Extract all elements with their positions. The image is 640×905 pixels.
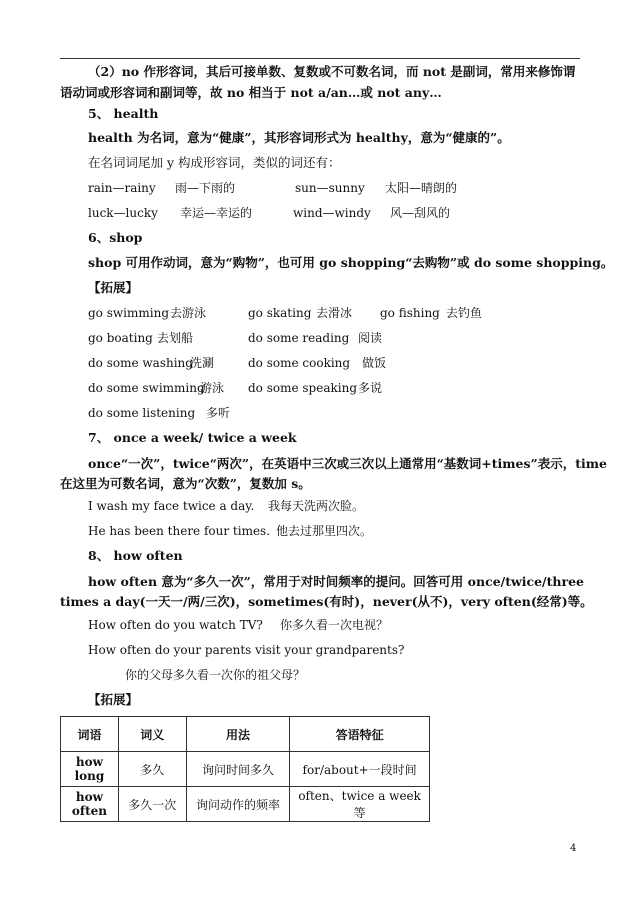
table-cell: for/about+一段时间 [290, 752, 430, 787]
paragraph-health: health 为名词，意为“健康”，其形容词形式为 healthy，意为“健康的”。 [88, 130, 510, 145]
table-cell: 多久一次 [118, 787, 186, 822]
paragraph-how-often-line2: times a day(一天一/两/三次)，sometimes(有时)，never(从不)，very often(经常)等。 [60, 594, 593, 609]
activity-en: do some reading [248, 331, 350, 345]
activity-zh: 去钓鱼 [446, 306, 483, 320]
example-en: How often do you watch TV? [88, 618, 263, 632]
example-zh: 我每天洗两次脸。 [268, 499, 365, 513]
table-cell: 询问时间多久 [186, 752, 290, 787]
vocab-zh: 雨—下雨的 [175, 181, 236, 195]
vocab-en: luck—lucky [88, 206, 158, 220]
activity-en: do some washing [88, 356, 193, 370]
example-zh: 你多久看一次电视？ [280, 618, 389, 632]
activity-zh: 去划船 [157, 331, 194, 345]
activity-en: go skating [248, 306, 312, 320]
activity-en: do some listening [88, 406, 196, 420]
activity-en: go swimming [88, 306, 169, 320]
header-rule [60, 58, 580, 59]
table-row [61, 752, 430, 787]
section-heading-how-often: 8、 how often [88, 548, 183, 563]
paragraph-once-twice-line1: once“一次”，twice“两次”，在英语中三次或三次以上通常用“基数词+times”表示，time [88, 456, 607, 471]
activity-zh: 游泳 [200, 381, 225, 395]
activity-en: do some speaking [248, 381, 358, 395]
table-row [61, 787, 430, 822]
activity-en: go fishing [380, 306, 440, 320]
table-header-cell: 答语特征 [290, 717, 430, 752]
table-cell: how long [61, 752, 119, 787]
table-header-cell: 词义 [118, 717, 186, 752]
paragraph-how-often-line1: how often 意为“多久一次”，常用于对时间频率的提问。回答可用 once/twice/three [88, 574, 584, 589]
vocab-zh: 幸运—幸运的 [180, 206, 253, 220]
activity-en: do some cooking [248, 356, 351, 370]
example-zh: 你的父母多久看一次你的祖父母？ [125, 668, 306, 682]
example-en: I wash my face twice a day. [88, 499, 255, 513]
vocab-en: sun—sunny [295, 181, 365, 195]
activity-zh: 多说 [358, 381, 383, 395]
comparison-table [60, 716, 430, 822]
activity-zh: 阅读 [358, 331, 383, 345]
page-number: 4 [570, 843, 577, 854]
paragraph-no-line2: 语动词或形容词和副词等，故 no 相当于 not a/an…或 not any… [60, 85, 442, 100]
table-header-row [61, 717, 430, 752]
example-en: He has been there four times. [88, 524, 271, 538]
vocab-zh: 风—刮风的 [390, 206, 451, 220]
activity-zh: 去滑冰 [316, 306, 353, 320]
paragraph-shop: shop 可用作动词，意为“购物”，也可用 go shopping“去购物”或 do some shopping。 [88, 255, 614, 270]
example-zh: 他去过那里四次。 [276, 524, 373, 538]
paragraph-adjective-intro: 在名词词尾加 y 构成形容词，类似的词还有： [88, 155, 341, 170]
extension-label: 【拓展】 [88, 280, 139, 295]
section-heading-shop: 6、shop [88, 230, 143, 245]
table-cell: how often [61, 787, 119, 822]
activity-zh: 做饭 [362, 356, 387, 370]
extension-label: 【拓展】 [88, 692, 139, 707]
activity-en: go boating [88, 331, 153, 345]
activity-en: do some swimming [88, 381, 205, 395]
paragraph-once-twice-line2: 在这里为可数名词，意为“次数”，复数加 s。 [60, 476, 311, 491]
vocab-zh: 太阳—晴朗的 [385, 181, 458, 195]
example-en: How often do your parents visit your grandparents? [88, 643, 405, 657]
activity-zh: 洗涮 [190, 356, 215, 370]
table-cell: 多久 [118, 752, 186, 787]
paragraph-no-line1: （2）no 作形容词，其后可接单数、复数或不可数名词，而 not 是副词，常用来修饰谓 [88, 64, 576, 79]
table-cell: often、twice a week 等 [290, 787, 430, 822]
section-heading-once-twice: 7、 once a week/ twice a week [88, 430, 297, 445]
table-cell: 询问动作的频率 [186, 787, 290, 822]
vocab-en: wind—windy [293, 206, 371, 220]
activity-zh: 多听 [206, 406, 231, 420]
activity-zh: 去游泳 [170, 306, 207, 320]
table-header-cell: 用法 [186, 717, 290, 752]
table-header-cell: 词语 [61, 717, 119, 752]
vocab-en: rain—rainy [88, 181, 156, 195]
section-heading-health: 5、 health [88, 106, 159, 121]
